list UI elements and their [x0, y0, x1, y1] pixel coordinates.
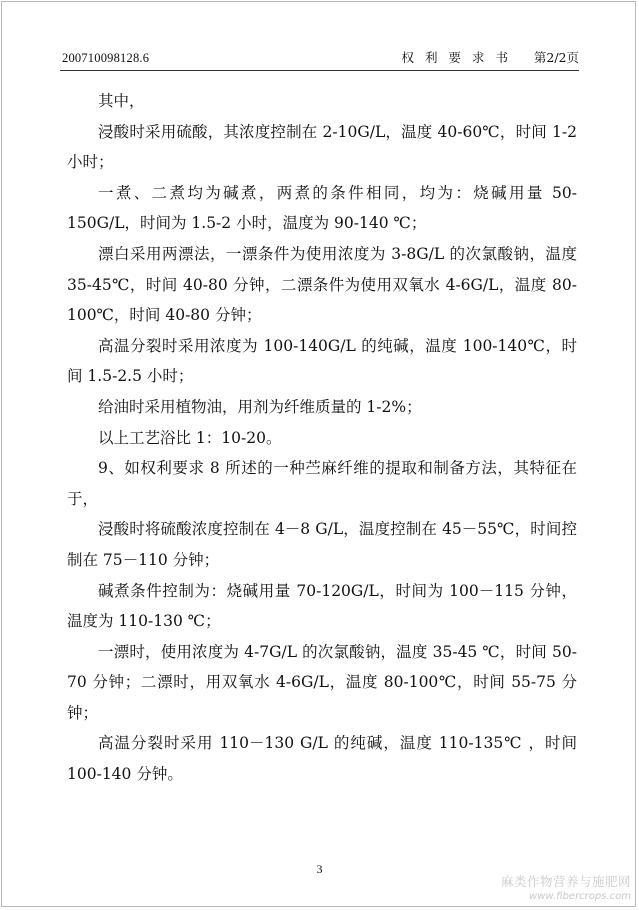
- paragraph-bath-ratio: 以上工艺浴比 1：10-20。: [98, 428, 282, 447]
- paragraph-high-temp-splitting: 高温分裂时采用浓度为 100-140G/L 的纯碱，温度 100-140℃，时间 1.5-2.5 小时；: [67, 336, 577, 386]
- header-divider: [60, 70, 579, 71]
- claims-body: [67, 86, 577, 790]
- paragraph-oiling: 给油时采用植物油，用剂为纤维质量的 1-2%；: [98, 397, 422, 416]
- paragraph-claim9-alkali: 碱煮条件控制为：烧碱用量 70-120G/L，时间为 100－115 分钟，温度为 110-130 ℃；: [67, 581, 577, 631]
- paragraph-claim9-acid: 浸酸时将硫酸浓度控制在 4－8 G/L，温度控制在 45－55℃，时间控制在 75－110 分钟；: [67, 520, 577, 569]
- watermark: [501, 874, 631, 904]
- page-count-label: 第2/2页: [533, 50, 579, 65]
- page-header: [62, 48, 579, 68]
- paragraph-bleaching: 漂白采用两漂法，一漂条件为使用浓度为 3-8G/L 的次氯酸钠，温度 35-45℃，时间 40-80 分钟，二漂条件为使用双氧水 4-6G/L，温度 80-100℃，时间 40-80 分钟；: [67, 244, 577, 325]
- watermark-url: www.fibercrops.com: [529, 891, 631, 902]
- patent-application-number: 200710098128.6: [62, 51, 150, 65]
- paragraph-intro: 其中，: [98, 92, 145, 110]
- paragraph-alkali-boiling: 一煮、二煮均为碱煮，两煮的条件相同，均为：烧碱用量 50-150G/L，时间为 1.5-2 小时，温度为 90-140 ℃；: [67, 183, 577, 233]
- paragraph-claim-9: 9、如权利要求 8 所述的一种苎麻纤维的提取和制备方法，其特征在于，: [67, 459, 577, 508]
- paragraph-acid-soaking: 浸酸时采用硫酸，其浓度控制在 2-10G/L，温度 40-60℃，时间 1-2 小时；: [67, 122, 577, 172]
- paragraph-claim9-splitting: 高温分裂时采用 110－130 G/L 的纯碱，温度 110-135℃ ，时间 100-140 分钟。: [67, 734, 577, 784]
- page-number: 3: [316, 862, 323, 876]
- paragraph-claim9-bleach: 一漂时，使用浓度为 4-7G/L 的次氯酸钠，温度 35-45 ℃，时间 50-70 分钟；二漂时，用双氧水 4-6G/L，温度 80-100℃，时间 55-75 分钟；: [67, 642, 577, 722]
- watermark-site-name: 麻类作物营养与施肥网: [500, 874, 631, 889]
- document-section-title: 权利要求书: [401, 50, 519, 65]
